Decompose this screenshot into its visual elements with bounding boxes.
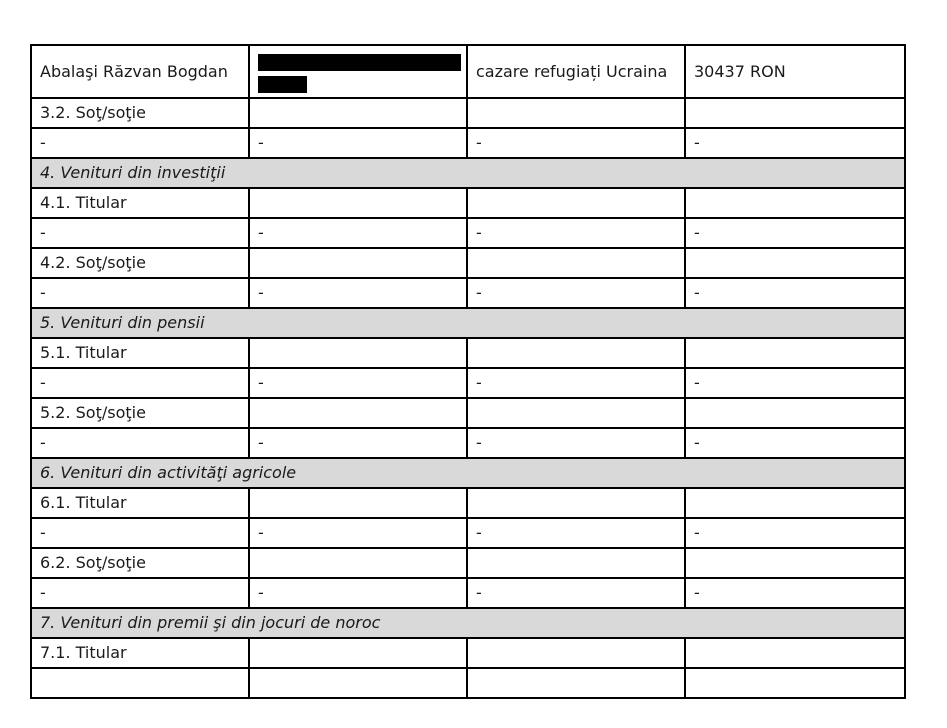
table-cell: -: [31, 578, 249, 608]
table-cell: -: [467, 368, 685, 398]
empty-cell: [685, 188, 905, 218]
income-amount-cell: 30437 RON: [685, 45, 905, 98]
table-cell: -: [685, 368, 905, 398]
table-row: [31, 218, 905, 248]
table-row: [31, 578, 905, 608]
table-row: [31, 548, 905, 578]
income-source-cell: cazare refugiați Ucraina: [467, 45, 685, 98]
table-cell: -: [31, 218, 249, 248]
redaction-bar: [258, 76, 307, 93]
empty-cell: [249, 488, 467, 518]
empty-cell: [467, 98, 685, 128]
empty-cell: [467, 548, 685, 578]
beneficiary-name-cell: Abalaşi Răzvan Bogdan: [31, 45, 249, 98]
table-cell: [31, 668, 249, 698]
row-label: 3.2. Soţ/soţie: [31, 98, 249, 128]
empty-cell: [685, 398, 905, 428]
section-header-row: [31, 608, 905, 638]
table-cell: -: [685, 518, 905, 548]
redacted-block: [258, 46, 458, 97]
table-cell: -: [685, 578, 905, 608]
empty-cell: [249, 338, 467, 368]
table-cell: -: [467, 428, 685, 458]
empty-cell: [685, 638, 905, 668]
table-cell: -: [249, 428, 467, 458]
table-row: [31, 128, 905, 158]
table-cell: -: [685, 128, 905, 158]
table-cell: -: [467, 128, 685, 158]
table-cell: -: [31, 128, 249, 158]
empty-cell: [249, 638, 467, 668]
table-row: [31, 98, 905, 128]
table-row: [31, 248, 905, 278]
table-cell: -: [31, 278, 249, 308]
table-cell: -: [249, 218, 467, 248]
section-header-row: [31, 308, 905, 338]
table-row: [31, 338, 905, 368]
section-header-row: [31, 458, 905, 488]
empty-cell: [467, 488, 685, 518]
table-row: [31, 668, 905, 698]
table-cell: -: [467, 578, 685, 608]
table-row: [31, 488, 905, 518]
empty-cell: [685, 488, 905, 518]
table-cell: -: [249, 128, 467, 158]
section-title: 5. Venituri din pensii: [31, 308, 905, 338]
table-row: [31, 518, 905, 548]
row-label: 4.1. Titular: [31, 188, 249, 218]
redaction-bar: [258, 54, 461, 71]
table-cell: -: [467, 218, 685, 248]
table-cell: [685, 668, 905, 698]
section-title: 6. Venituri din activităţi agricole: [31, 458, 905, 488]
table-cell: -: [31, 428, 249, 458]
table-cell: [249, 668, 467, 698]
empty-cell: [467, 338, 685, 368]
table-cell: -: [467, 278, 685, 308]
empty-cell: [685, 548, 905, 578]
table-cell: -: [249, 518, 467, 548]
row-label: 6.2. Soţ/soţie: [31, 548, 249, 578]
empty-cell: [249, 188, 467, 218]
section-header-row: [31, 158, 905, 188]
table-row: [31, 45, 905, 98]
table-row: [31, 428, 905, 458]
empty-cell: [249, 248, 467, 278]
row-label: 5.2. Soţ/soţie: [31, 398, 249, 428]
table-row: [31, 368, 905, 398]
row-label: 6.1. Titular: [31, 488, 249, 518]
empty-cell: [249, 398, 467, 428]
table-row: [31, 188, 905, 218]
empty-cell: [467, 248, 685, 278]
table-cell: -: [249, 278, 467, 308]
empty-cell: [685, 248, 905, 278]
table-row: [31, 398, 905, 428]
table-row: [31, 638, 905, 668]
table-cell: -: [685, 218, 905, 248]
row-label: 5.1. Titular: [31, 338, 249, 368]
table-cell: [467, 668, 685, 698]
empty-cell: [467, 188, 685, 218]
section-title: 7. Venituri din premii şi din jocuri de noroc: [31, 608, 905, 638]
table-cell: -: [249, 578, 467, 608]
empty-cell: [249, 548, 467, 578]
empty-cell: [249, 98, 467, 128]
empty-cell: [685, 338, 905, 368]
row-label: 7.1. Titular: [31, 638, 249, 668]
table-cell: -: [467, 518, 685, 548]
section-title: 4. Venituri din investiţii: [31, 158, 905, 188]
empty-cell: [467, 398, 685, 428]
table-cell: -: [31, 518, 249, 548]
redacted-address-cell: [249, 45, 467, 98]
table-cell: -: [31, 368, 249, 398]
table-row: [31, 278, 905, 308]
table-cell: -: [685, 278, 905, 308]
table-cell: -: [685, 428, 905, 458]
table-cell: -: [249, 368, 467, 398]
row-label: 4.2. Soţ/soţie: [31, 248, 249, 278]
empty-cell: [685, 98, 905, 128]
income-table: [30, 44, 906, 699]
empty-cell: [467, 638, 685, 668]
